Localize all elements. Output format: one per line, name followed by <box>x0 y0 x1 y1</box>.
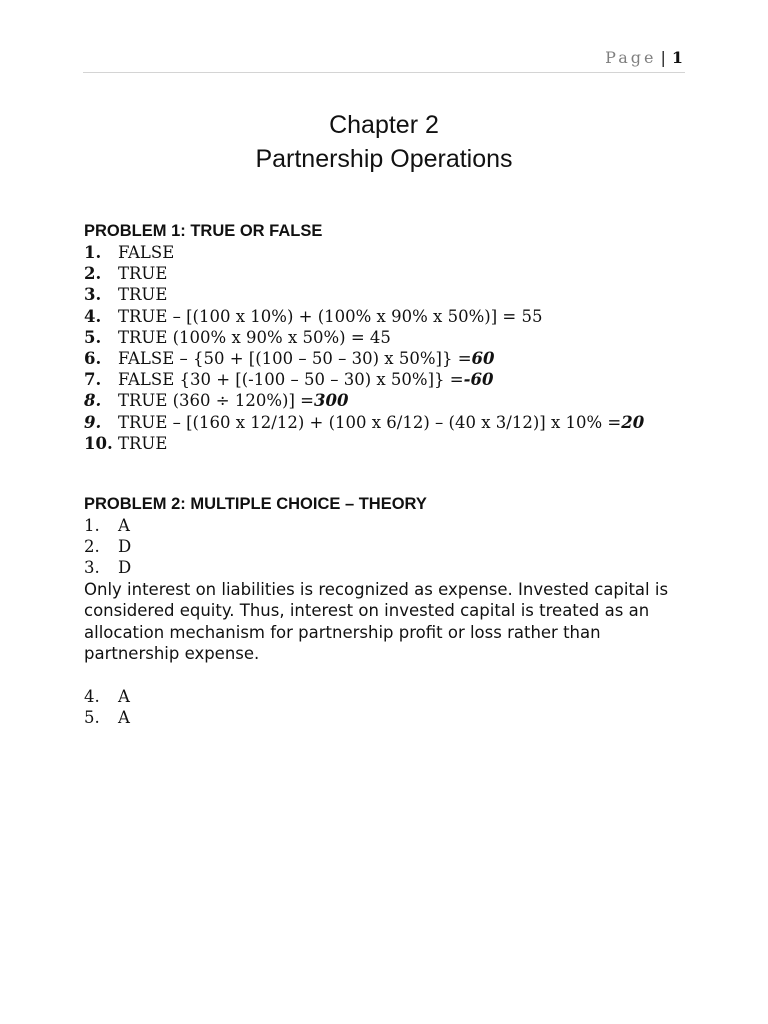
item-result: 60 <box>471 348 495 368</box>
page-word: Page <box>605 48 657 67</box>
list-item <box>84 686 684 707</box>
item-text: TRUE <box>118 433 168 453</box>
item-text: TRUE <box>118 285 168 305</box>
item-text: TRUE (360 ÷ 120%)] = <box>118 391 314 411</box>
problem-1-section <box>84 221 684 454</box>
item-number: 4. <box>84 686 100 706</box>
item-number: 3. <box>84 285 102 305</box>
item-text: A <box>118 516 130 535</box>
chapter-number: Chapter 2 <box>329 111 439 139</box>
item-text: A <box>118 686 130 706</box>
item-number: 8. <box>84 391 102 411</box>
item-text: TRUE – [(100 x 10%) + (100% x 90% x 50%)] = 55 <box>118 306 543 326</box>
item-text: TRUE <box>118 264 168 284</box>
list-item <box>84 242 684 263</box>
item-text: FALSE – {50 + [(100 – 50 – 30) x 50%]} = <box>118 348 472 368</box>
page-number-label <box>605 48 683 67</box>
item-text: FALSE {30 + [(-100 – 50 – 30) x 50%]} = <box>118 370 464 390</box>
list-item <box>84 433 684 454</box>
list-item <box>84 557 684 578</box>
list-item <box>84 284 684 305</box>
problem-2-section <box>84 494 684 728</box>
item-number: 5. <box>84 327 102 347</box>
page-number: 1 <box>671 48 683 67</box>
chapter-name: Partnership Operations <box>255 145 513 173</box>
spacer <box>84 665 684 686</box>
list-item <box>84 707 684 728</box>
problem-2-heading: PROBLEM 2: MULTIPLE CHOICE – THEORY <box>84 495 427 513</box>
item-number: 2. <box>84 264 102 284</box>
item-number: 5. <box>84 707 100 727</box>
list-item <box>84 306 684 327</box>
page-header <box>83 46 685 73</box>
list-item <box>84 515 684 536</box>
item-number: 3. <box>84 558 100 578</box>
item-result: 300 <box>314 391 349 411</box>
item-text: TRUE (100% x 90% x 50%) = 45 <box>118 327 391 347</box>
item-number: 6. <box>84 348 102 368</box>
item-result: 20 <box>621 412 645 432</box>
list-item <box>84 348 684 369</box>
list-item <box>84 536 684 557</box>
item-text: D <box>118 558 132 578</box>
explanation-paragraph: Only interest on liabilities is recognized as expense. Invested capital is considered equity. Thus, interest on invested capital is treated as an allocation mechanism for partnership profit or loss rather than partnership expense. <box>84 579 669 664</box>
list-item <box>84 327 684 348</box>
item-number: 4. <box>84 306 102 326</box>
item-number: 1. <box>84 243 102 262</box>
item-result: -60 <box>463 370 494 390</box>
item-number: 2. <box>84 537 100 557</box>
problem-1-heading: PROBLEM 1: TRUE OR FALSE <box>84 222 323 240</box>
list-item <box>84 390 684 411</box>
list-item <box>84 263 684 284</box>
list-item <box>84 369 684 390</box>
item-number: 1. <box>84 516 100 535</box>
item-text: D <box>118 537 132 557</box>
item-text: FALSE <box>118 243 175 262</box>
chapter-title <box>0 108 768 176</box>
list-item <box>84 412 684 433</box>
item-text: A <box>118 707 130 727</box>
item-number: 9. <box>84 412 102 432</box>
page-separator: | <box>660 48 666 67</box>
item-number: 7. <box>84 370 102 390</box>
item-text: TRUE – [(160 x 12/12) + (100 x 6/12) – (40 x 3/12)] x 10% = <box>118 412 622 432</box>
item-number: 10. <box>84 433 113 453</box>
